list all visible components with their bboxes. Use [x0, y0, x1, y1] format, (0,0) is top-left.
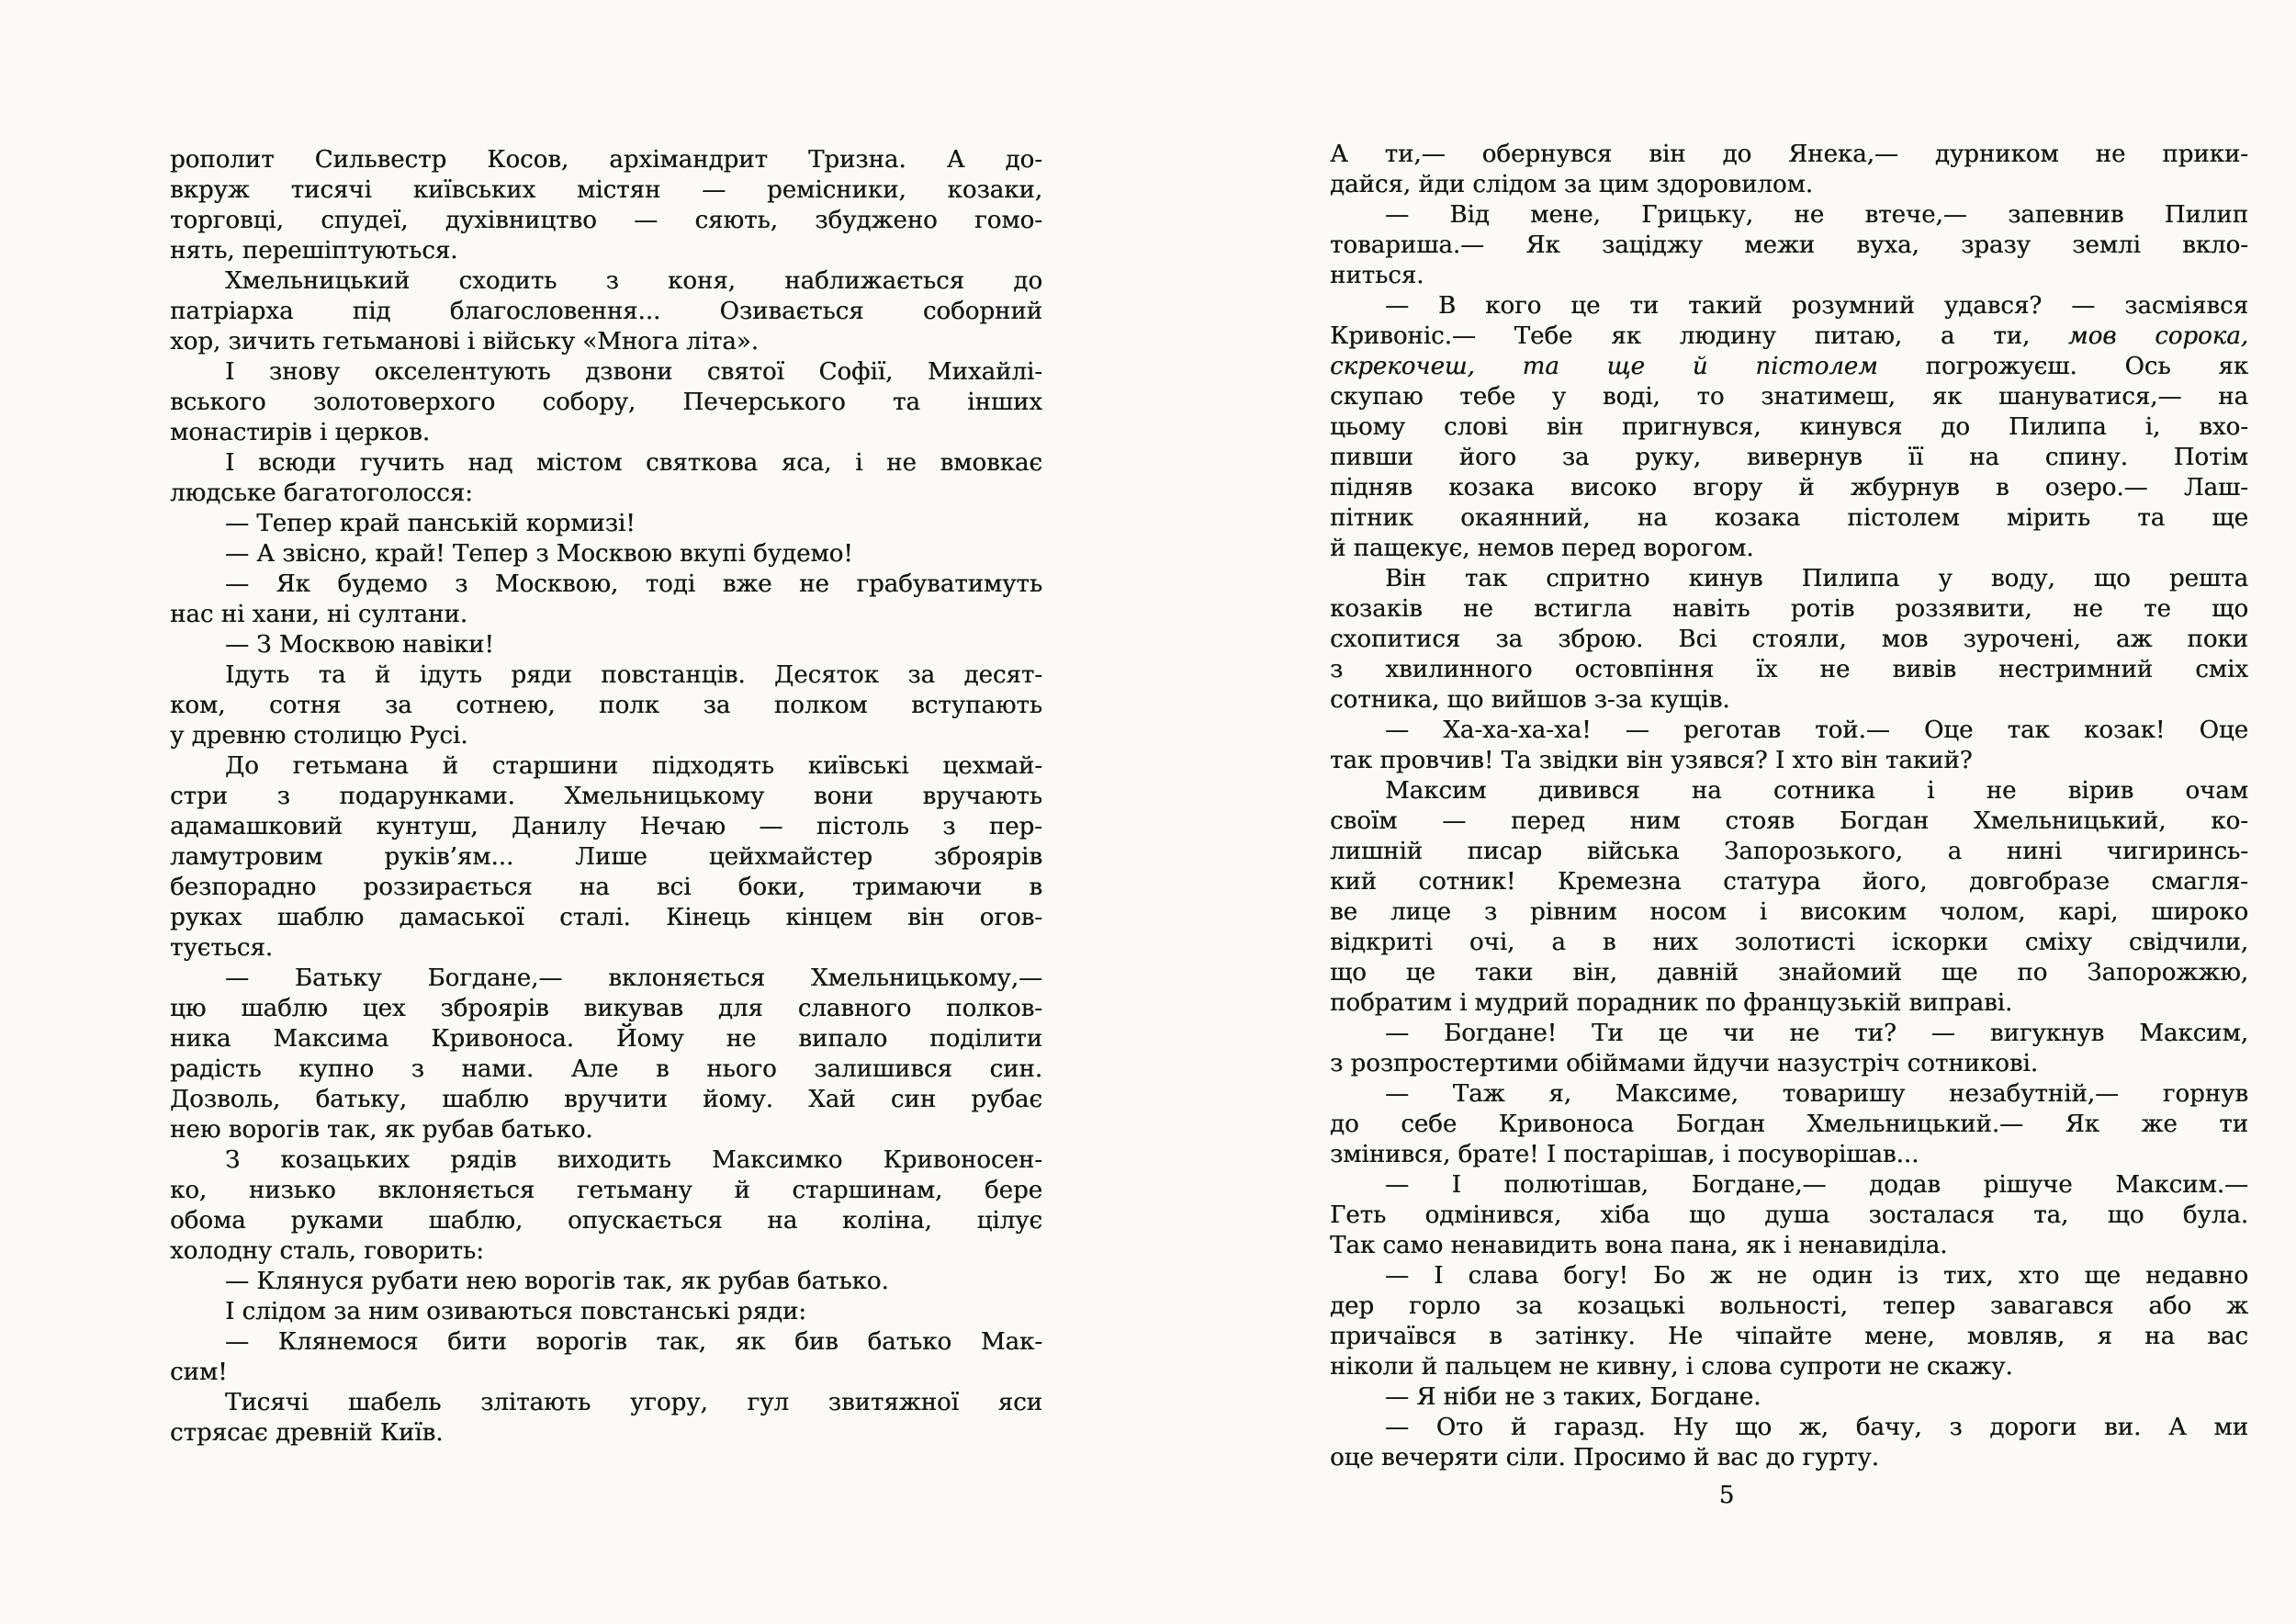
text-line: безпорадно роззирається на всі боки, тримаючи в [170, 874, 1042, 901]
text-line: людське багатоголосся: [170, 479, 473, 507]
text-line: з хвилинного остовпіння їх не вивів нестримний сміх [1330, 656, 2248, 683]
text-line: І всюди гучить над містом святкова яса, і не вмовкає [225, 449, 1042, 477]
text-line: — Богдане! Ти це чи не ти? — вигукнув Максим, [1385, 1020, 2248, 1047]
text-line: підняв козака високо вгору й жбурнув в озеро.— Лаш- [1330, 474, 2248, 502]
text-line: радість купно з нами. Але в нього залишився син. [170, 1055, 1042, 1083]
text-line: Тисячі шабель злітають угору, гул звитяжної яси [225, 1389, 1042, 1416]
text-line: І знову окселентують дзвони святої Софії, Михайлі- [225, 358, 1042, 386]
text-line: Ідуть та й ідуть ряди повстанців. Десяток за десят- [225, 661, 1042, 689]
text-line: козаків не встигла навіть ротів роззявити, не те що [1330, 595, 2248, 623]
text-line: — Тепер край панській кормизі! [225, 510, 636, 537]
text-line: стрясає древній Київ. [170, 1419, 444, 1447]
text-line: вкруж тисячі київських містян — ремісники, козаки, [170, 176, 1042, 204]
text-line: — З Москвою навіки! [225, 631, 494, 659]
text-line: до себе Кривоноса Богдан Хмельницький.— Як же ти [1330, 1111, 2248, 1138]
text-line: Дозволь, батьку, шаблю вручити йому. Хай син рубає [170, 1086, 1042, 1113]
text-line: — Батьку Богдане,— вклоняється Хмельницькому,— [225, 964, 1042, 992]
text-line: лишній писар війська Запорозького, а нині чигиринсь- [1330, 838, 2248, 865]
text-line: ко, низько вклоняється гетьману й старшинам, бере [170, 1177, 1042, 1204]
text-line: цю шаблю цех зброярів викував для славного полков- [170, 995, 1042, 1022]
text-line: ніколи й пальцем не кивну, і слова супроти не скажу. [1330, 1353, 2013, 1381]
text-line: — І слава богу! Бо ж не один із тих, хто ще недавно [1385, 1262, 2248, 1290]
text-line: вського золотоверхого собору, Печерського та інших [170, 389, 1042, 416]
text-line: адамашковий кунтуш, Данилу Нечаю — пістоль з пер- [170, 813, 1042, 840]
text-line: — Ха-ха-ха-ха! — реготав той.— Оце так козак! Оце [1385, 716, 2248, 744]
text-line: — Від мене, Грицьку, не втече,— запевнив Пилип [1385, 201, 2248, 229]
text-line: руках шаблю дамаської сталі. Кінець кінцем він огов- [170, 904, 1042, 931]
text-line: торговці, спудеї, духівництво — сяють, збуджено гомо- [170, 207, 1042, 234]
text-line: Геть одмінився, хіба що душа зосталася та, що була. [1330, 1201, 2248, 1229]
text-line: Максим дивився на сотника і не вірив очам [1385, 777, 2248, 805]
italic-text-segment: мов сорока, [2068, 322, 2248, 350]
text-line: — Клянуся рубати нею ворогів так, як рубав батько. [225, 1268, 889, 1295]
text-line: що це таки він, давній знайомий ще по Запорожжю, [1330, 959, 2248, 987]
text-line: — Клянемося бити ворогів так, як бив батько Мак- [225, 1328, 1042, 1356]
text-line: І слідом за ним озиваються повстанські ряди: [225, 1298, 806, 1325]
text-line: Хмельницький сходить з коня, наближається до [225, 267, 1042, 295]
text-line: — В кого це ти такий розумний удався? — засміявся [1385, 292, 2248, 320]
text-line: з розпростертими обіймами йдучи назустріч сотникові. [1330, 1050, 2039, 1077]
italic-text-segment: скрекочеш, та ще й пістолем [1330, 353, 1878, 380]
text-line: — А звісно, край! Тепер з Москвою вкупі будемо! [225, 540, 853, 568]
text-line: стри з подарунками. Хмельницькому вони вручають [170, 783, 1042, 810]
text-line: хор, зичить гетьманові і війську «Многа літа». [170, 328, 759, 355]
text-line: відкриті очі, а в них золотисті іскорки сміху свідчили, [1330, 929, 2248, 956]
text-line: у древню столицю Русі. [170, 722, 468, 750]
text-line: цьому слові він пригнувся, кинувся до Пилипа і, вхо- [1330, 413, 2248, 441]
page-number: 5 [1718, 1482, 1735, 1509]
text-line: змінився, брате! І постарішав, і посуворішав... [1330, 1141, 1919, 1168]
text-segment: Кривоніс.— Тебе як людину питаю, а ти, [1330, 322, 2069, 350]
text-line: сим! [170, 1359, 228, 1386]
right-page [1148, 0, 2296, 1624]
text-line: пивши його за руку, вивернув її на спину. Потім [1330, 444, 2248, 471]
text-line: рополит Сильвестр Косов, архімандрит Тризна. А до- [170, 146, 1042, 174]
text-line: — Я ніби не з таких, Богдане. [1385, 1383, 1761, 1411]
text-line: — І полютішав, Богдане,— додав рішуче Максим.— [1385, 1171, 2248, 1199]
text-line: З козацьких рядів виходить Максимко Кривоносен- [225, 1146, 1042, 1174]
text-line: пітник окаянний, на козака пістолем мірить та ще [1330, 504, 2248, 532]
text-line: своїм — перед ним стояв Богдан Хмельницький, ко- [1330, 807, 2248, 835]
text-line: дайся, йди слідом за цим здоровилом. [1330, 171, 1814, 198]
text-line: так провчив! Та звідки він узявся? І хто він такий? [1330, 747, 1973, 774]
text-line: — Таж я, Максиме, товаришу незабутній,— горнув [1385, 1080, 2248, 1108]
text-line: побратим і мудрий порадник по французькій виправі. [1330, 989, 2013, 1017]
right-page-text [1330, 140, 2248, 1473]
text-line: патріарха під благословення... Озивається соборний [170, 298, 1042, 325]
text-line: кий сотник! Кремезна статура його, довгобразе смагля- [1330, 868, 2248, 896]
text-line: нас ні хани, ні султани. [170, 601, 468, 628]
text-line: оце вечеряти сіли. Просимо й вас до гурту. [1330, 1444, 1879, 1472]
text-line: А ти,— обернувся він до Янека,— дурником не прики- [1330, 141, 2248, 168]
text-line [1330, 321, 2248, 352]
text-line: ком, сотня за сотнею, полк за полком вступають [170, 692, 1042, 719]
text-line: дер горло за козацькі вольності, тепер завагався або ж [1330, 1292, 2248, 1320]
text-line: ника Максима Кривоноса. Йому не випало поділити [170, 1025, 1042, 1053]
text-line: й пащекує, немов перед ворогом. [1330, 535, 1754, 562]
text-line: скупаю тебе у воді, то знатимеш, як шануватися,— на [1330, 383, 2248, 411]
text-line: тується. [170, 934, 274, 962]
text-line: обома руками шаблю, опускається на коліна, цілує [170, 1207, 1042, 1235]
text-line: нять, перешіптуються. [170, 237, 458, 265]
text-segment: погрожуєш. Ось як [1877, 353, 2248, 380]
text-line: сотника, що вийшов з-за кущів. [1330, 686, 1730, 714]
text-line: схопитися за зброю. Всі стояли, мов зурочені, аж поки [1330, 626, 2248, 653]
text-line: — Як будемо з Москвою, тоді вже не грабуватимуть [225, 570, 1042, 598]
text-line: Так само ненавидить вона пана, як і ненавиділа. [1330, 1232, 1948, 1259]
text-line: Він так спритно кинув Пилипа у воду, що решта [1385, 565, 2248, 592]
text-line: ве лице з рівним носом і високим чолом, карі, широко [1330, 898, 2248, 926]
text-line: ламутровим руків’ям... Лише цейхмайстер зброярів [170, 843, 1042, 871]
text-line: причаївся в затінку. Не чіпайте мене, мовляв, я на вас [1330, 1323, 2248, 1350]
text-line: монастирів і церков. [170, 419, 430, 446]
text-line: нею ворогів так, як рубав батько. [170, 1116, 593, 1144]
text-line [1330, 352, 2248, 382]
left-page-text [170, 145, 1042, 1449]
text-line: До гетьмана й старшини підходять київські цехмай- [225, 752, 1042, 780]
text-line: ниться. [1330, 262, 1424, 289]
text-line: холодну сталь, говорить: [170, 1237, 484, 1265]
text-line: — Ото й гаразд. Ну що ж, бачу, з дороги ви. А ми [1385, 1414, 2248, 1441]
text-line: товариша.— Як заціджу межи вуха, зразу землі вкло- [1330, 231, 2248, 259]
